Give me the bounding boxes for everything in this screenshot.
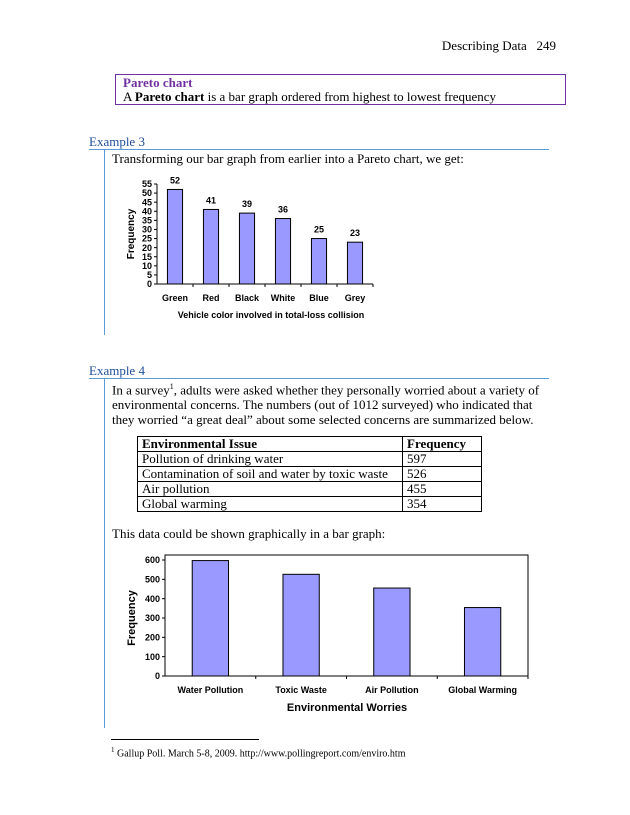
y-tick-label: 45 xyxy=(141,197,152,208)
y-tick-label: 35 xyxy=(141,215,152,226)
y-tick-label: 25 xyxy=(141,233,152,244)
example-4-text xyxy=(112,379,542,427)
x-tick-label: Air Pollution xyxy=(365,685,419,695)
definition-text-post: is a bar graph ordered from highest to lowest frequency xyxy=(204,89,497,104)
example-4-sidebar xyxy=(104,378,105,728)
bar xyxy=(347,242,362,284)
table-cell: Air pollution xyxy=(138,482,403,497)
table-cell: Pollution of drinking water xyxy=(138,452,403,467)
table-cell: Global warming xyxy=(138,497,403,512)
pareto-chart xyxy=(115,168,390,328)
example-3-sidebar xyxy=(104,149,105,335)
example-3-label: Example 3 xyxy=(89,134,145,149)
example-4-text-pre: In a survey xyxy=(112,382,170,398)
x-axis-label: Vehicle color involved in total-loss collision xyxy=(177,310,365,320)
example-3-rule xyxy=(89,149,549,150)
example-4-label: Example 4 xyxy=(89,363,145,378)
bar xyxy=(167,189,182,284)
footnote-rule xyxy=(111,739,259,740)
y-tick-label: 15 xyxy=(141,251,152,262)
bar xyxy=(464,608,500,676)
table-cell: Contamination of soil and water by toxic waste xyxy=(138,467,403,482)
bar xyxy=(374,588,410,676)
table-cell: 455 xyxy=(403,482,482,497)
y-tick-label: 20 xyxy=(141,242,152,253)
y-axis-label: Frequency xyxy=(126,590,138,646)
bar xyxy=(311,239,326,284)
header-title: Describing Data xyxy=(441,38,527,53)
bar xyxy=(275,219,290,284)
y-tick-label: 600 xyxy=(144,555,160,566)
table-row xyxy=(138,482,482,497)
x-tick-label: Red xyxy=(202,293,220,303)
x-tick-label: Grey xyxy=(344,293,366,303)
footnote-ref[interactable]: 1 xyxy=(169,382,174,391)
y-tick-label: 30 xyxy=(141,224,152,235)
bar xyxy=(283,574,319,676)
y-tick-label: 400 xyxy=(144,593,160,604)
y-tick-label: 100 xyxy=(144,651,160,662)
definition-title: Pareto chart xyxy=(123,75,193,90)
x-tick-label: Green xyxy=(161,293,189,303)
y-tick-label: 50 xyxy=(141,188,152,199)
running-header xyxy=(0,38,556,54)
table-header-row xyxy=(138,437,482,452)
y-tick-label: 200 xyxy=(144,632,160,643)
x-tick-label: Global Warming xyxy=(448,685,517,695)
page-number: 249 xyxy=(536,38,556,53)
table-cell: 526 xyxy=(403,467,482,482)
definition-box xyxy=(115,74,566,105)
environmental-bar-chart xyxy=(115,548,540,718)
y-tick-label: 0 xyxy=(146,279,152,290)
x-tick-label: White xyxy=(270,293,296,303)
x-tick-label: Toxic Waste xyxy=(275,685,327,695)
x-tick-label: Blue xyxy=(309,293,329,303)
data-label: 23 xyxy=(349,228,361,239)
bar xyxy=(239,213,254,284)
x-tick-label: Water Pollution xyxy=(177,685,244,695)
table-header: Frequency xyxy=(403,437,482,452)
data-label: 25 xyxy=(313,224,325,235)
data-label: 52 xyxy=(169,175,181,186)
x-axis-label: Environmental Worries xyxy=(286,702,408,714)
y-axis-label: Frequency xyxy=(126,208,137,260)
example-4-text-post: , adults were asked whether they personally worried about a variety of environmental concerns. The numbers (out of 1012 surveyed) who indicated that they worried “a great deal” about some selected concerns are summarized below. xyxy=(112,382,540,428)
table-header: Environmental Issue xyxy=(138,437,403,452)
table-cell: 354 xyxy=(403,497,482,512)
footnote xyxy=(111,746,405,759)
y-tick-label: 500 xyxy=(144,574,160,585)
y-tick-label: 10 xyxy=(141,260,152,271)
definition-text-pre: A xyxy=(123,89,135,104)
y-tick-label: 40 xyxy=(141,206,152,217)
y-tick-label: 300 xyxy=(144,613,160,624)
table-row xyxy=(138,467,482,482)
bar xyxy=(203,209,218,284)
table-row xyxy=(138,452,482,467)
data-label: 41 xyxy=(205,195,217,206)
data-label: 36 xyxy=(277,204,289,215)
table-cell: 597 xyxy=(403,452,482,467)
y-tick-label: 55 xyxy=(141,179,152,190)
bar xyxy=(192,561,228,676)
definition-text xyxy=(123,90,558,104)
definition-term: Pareto chart xyxy=(134,89,205,104)
footnote-number: 1 xyxy=(111,746,115,754)
example-3-text: Transforming our bar graph from earlier into a Pareto chart, we get: xyxy=(112,151,464,166)
footnote-text: Gallup Poll. March 5-8, 2009. http://www.pollingreport.com/enviro.htm xyxy=(114,748,406,760)
example-4-after-text: This data could be shown graphically in a bar graph: xyxy=(112,526,386,541)
y-tick-label: 5 xyxy=(146,270,152,281)
y-tick-label: 0 xyxy=(154,671,160,682)
environmental-table xyxy=(137,436,482,512)
table-row xyxy=(138,497,482,512)
x-tick-label: Black xyxy=(234,293,260,303)
data-label: 39 xyxy=(241,199,253,210)
